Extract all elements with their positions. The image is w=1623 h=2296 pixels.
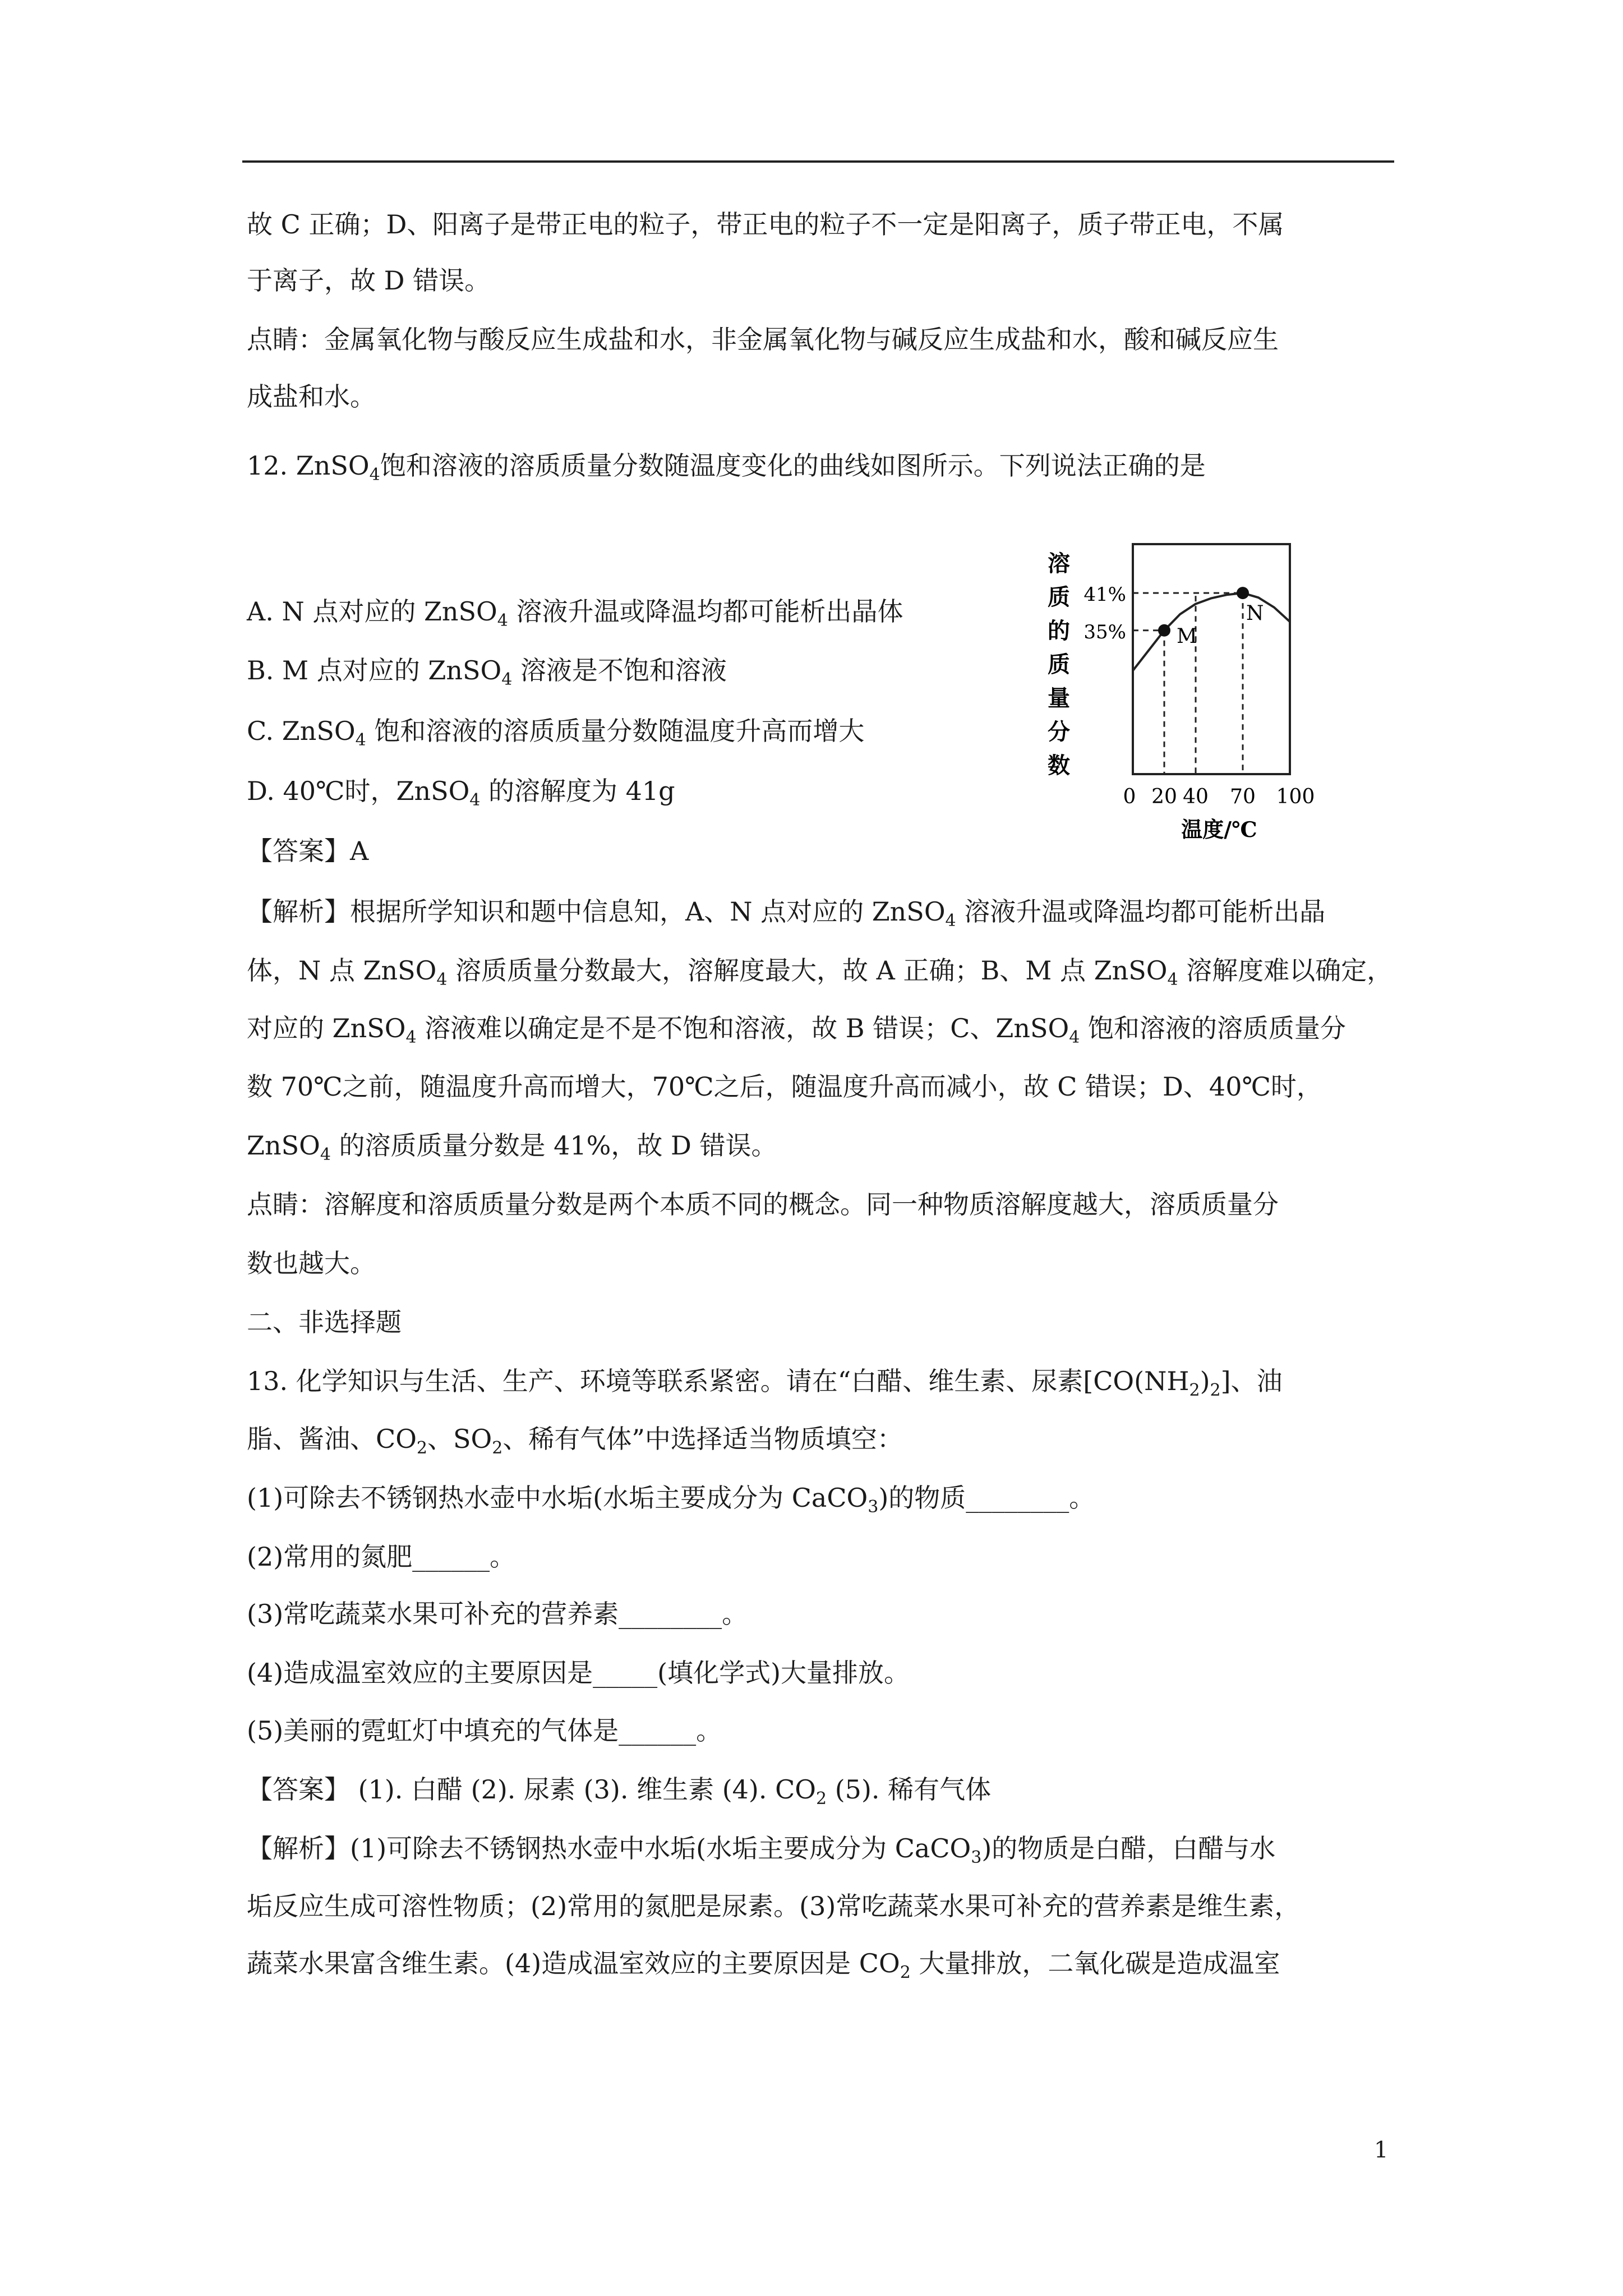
y-axis-label-char: 溶 <box>1048 550 1070 577</box>
point-label: N <box>1246 602 1264 625</box>
text-segment: A. N 点对应的 ZnSO <box>247 596 497 627</box>
subscript: 4 <box>469 790 481 810</box>
text-segment: 饱和溶液的溶质质量分 <box>1080 1013 1346 1043</box>
text-line <box>247 1305 1396 1339</box>
subscript: 4 <box>1167 970 1178 990</box>
text-segment: )的物质________。 <box>878 1483 1095 1513</box>
x-tick-label: 20 <box>1151 785 1177 808</box>
y-tick-label: 35% <box>1083 620 1126 643</box>
text-segment: C. ZnSO <box>247 716 356 746</box>
text-segment: 的溶解度为 41g <box>480 776 675 806</box>
text-line <box>247 1246 1396 1280</box>
text-segment: D. 40℃时，ZnSO <box>247 776 470 806</box>
text-segment: 二、非选择题 <box>247 1307 402 1337</box>
text-segment: (5)美丽的霓虹灯中填充的气体是______。 <box>247 1715 722 1746</box>
point-N <box>1237 587 1249 599</box>
x-tick-label: 100 <box>1276 785 1315 808</box>
text-segment: B. M 点对应的 ZnSO <box>247 655 502 685</box>
text-segment: 的溶质质量分数是 41%，故 D 错误。 <box>330 1130 777 1161</box>
text-line <box>247 1773 1396 1809</box>
subscript: 2 <box>900 1963 911 1982</box>
subscript: 2 <box>1189 1381 1200 1400</box>
point-label: M <box>1177 624 1197 648</box>
text-segment: 【解析】(1)可除去不锈钢热水壶中水垢(水垢主要成分为 CaCO <box>247 1833 971 1864</box>
y-axis-label-char: 量 <box>1048 685 1070 711</box>
y-axis-label-char: 质 <box>1048 584 1070 610</box>
text-segment: 脂、酱油、CO <box>247 1424 417 1454</box>
x-axis-label: 温度/℃ <box>1181 817 1257 842</box>
text-segment: ZnSO <box>247 1130 320 1161</box>
text-segment: (2)常用的氮肥______。 <box>247 1542 516 1572</box>
text-segment: 【答案】A <box>247 836 369 866</box>
text-line <box>247 1422 1396 1456</box>
subscript: 4 <box>501 670 513 689</box>
text-segment: )的物质是白醋，白醋与水 <box>981 1833 1276 1864</box>
subscript: 4 <box>369 465 380 485</box>
text-segment: 溶质质量分数最大，溶解度最大，故 A 正确；B、M 点 ZnSO <box>447 955 1168 986</box>
text-segment: ]、油 <box>1220 1366 1283 1396</box>
text-segment: 蔬菜水果富含维生素。(4)造成温室效应的主要原因是 CO <box>247 1948 900 1978</box>
text-segment: 体，N 点 ZnSO <box>247 955 437 986</box>
subscript: 4 <box>436 970 448 990</box>
text-line <box>247 1364 1396 1398</box>
text-segment: 【解析】根据所学知识和题中信息知，A、N 点对应的 ZnSO <box>247 896 946 927</box>
subscript: 4 <box>497 611 508 631</box>
subscript: 3 <box>868 1497 879 1517</box>
subscript: 4 <box>1069 1028 1080 1047</box>
subscript: 2 <box>416 1438 428 1458</box>
text-line <box>247 954 1396 990</box>
point-M <box>1158 624 1170 637</box>
text-segment: 点睛：溶解度和溶质质量分数是两个本质不同的概念。同一种物质溶解度越大，溶质质量分 <box>247 1189 1279 1220</box>
text-segment: 溶液升温或降温均都可能析出晶体 <box>508 596 903 627</box>
text-segment: (3)常吃蔬菜水果可补充的营养素________。 <box>247 1599 748 1629</box>
text-segment: 故 C 正确；D、阳离子是带正电的粒子，带正电的粒子不一定是阳离子，质子带正电，不属 <box>247 209 1284 240</box>
subscript: 4 <box>355 730 366 750</box>
header-rule <box>242 160 1394 163</box>
x-tick-label: 0 <box>1123 785 1136 808</box>
y-axis-label-char: 的 <box>1048 618 1070 644</box>
text-line <box>247 1188 1396 1221</box>
text-line <box>247 895 1396 931</box>
text-line <box>247 208 1396 241</box>
y-axis-label-char: 质 <box>1048 651 1070 678</box>
y-axis-label-char: 分 <box>1048 719 1070 745</box>
text-segment: 成盐和水。 <box>247 381 376 412</box>
text-line <box>247 323 1396 356</box>
text-segment: 13. 化学知识与生活、生产、环境等联系紧密。请在“白醋、维生素、尿素[CO(NH <box>247 1366 1189 1396</box>
y-tick-label: 41% <box>1083 583 1126 606</box>
text-line <box>247 449 1396 485</box>
page-number: 1 <box>1374 2137 1389 2163</box>
x-tick-label: 70 <box>1230 785 1256 808</box>
text-line <box>247 1129 1396 1165</box>
text-segment: (1)可除去不锈钢热水壶中水垢(水垢主要成分为 CaCO <box>247 1483 868 1513</box>
text-line <box>247 1540 1396 1573</box>
solubility-curve <box>1133 593 1290 670</box>
subscript: 2 <box>492 1438 503 1458</box>
text-segment: 点睛：金属氧化物与酸反应生成盐和水，非金属氧化物与碱反应生成盐和水，酸和碱反应生 <box>247 324 1279 355</box>
text-line <box>247 1656 1396 1690</box>
text-segment: ) <box>1200 1366 1210 1396</box>
text-line <box>247 1714 1396 1747</box>
text-segment: 饱和溶液的溶质质量分数随温度变化的曲线如图所示。下列说法正确的是 <box>380 450 1206 481</box>
subscript: 2 <box>816 1789 827 1809</box>
text-segment: 、SO <box>427 1424 492 1454</box>
text-segment: 、稀有气体”中选择适当物质填空： <box>502 1424 903 1454</box>
text-segment: 饱和溶液的溶质质量分数随温度升高而增大 <box>366 716 865 746</box>
solubility-chart <box>1021 539 1335 853</box>
text-segment: 大量排放，二氧化碳是造成温室 <box>910 1948 1280 1978</box>
text-segment: 溶液升温或降温均都可能析出晶 <box>956 896 1326 927</box>
text-segment: (5). 稀有气体 <box>827 1774 992 1805</box>
text-line <box>247 1889 1396 1923</box>
text-line <box>247 380 1396 413</box>
text-segment: 溶解度难以确定， <box>1178 955 1393 986</box>
subscript: 3 <box>971 1848 982 1867</box>
text-segment: 【答案】 (1). 白醋 (2). 尿素 (3). 维生素 (4). CO <box>247 1774 817 1805</box>
subscript: 4 <box>405 1028 417 1047</box>
subscript: 4 <box>320 1145 331 1165</box>
text-line <box>247 264 1396 297</box>
text-line <box>247 1597 1396 1631</box>
text-line <box>247 1832 1396 1865</box>
y-axis-label-char: 数 <box>1048 752 1070 779</box>
subscript: 2 <box>1210 1381 1221 1400</box>
text-segment: 于离子，故 D 错误。 <box>247 265 491 296</box>
text-segment: 数 70℃之前，随温度升高而增大，70℃之后，随温度升高而减小，故 C 错误；D、40℃时， <box>247 1071 1322 1102</box>
text-line <box>247 1481 1396 1515</box>
x-tick-label: 40 <box>1183 785 1209 808</box>
text-segment: 数也越大。 <box>247 1248 376 1278</box>
text-line <box>247 1070 1396 1103</box>
text-line <box>247 1947 1396 1980</box>
text-segment: (4)造成温室效应的主要原因是_____(填化学式)大量排放。 <box>247 1658 910 1688</box>
text-segment: 对应的 ZnSO <box>247 1013 406 1043</box>
text-line <box>247 1011 1396 1045</box>
text-segment: 12. ZnSO <box>247 450 370 481</box>
text-segment: 垢反应生成可溶性物质；(2)常用的氮肥是尿素。(3)常吃蔬菜水果可补充的营养素是维生素， <box>247 1891 1301 1921</box>
plot-frame <box>1133 544 1290 774</box>
text-segment: 溶液难以确定是不是不饱和溶液，故 B 错误；C、ZnSO <box>416 1013 1069 1043</box>
subscript: 4 <box>945 911 956 931</box>
text-segment: 溶液是不饱和溶液 <box>512 655 727 685</box>
